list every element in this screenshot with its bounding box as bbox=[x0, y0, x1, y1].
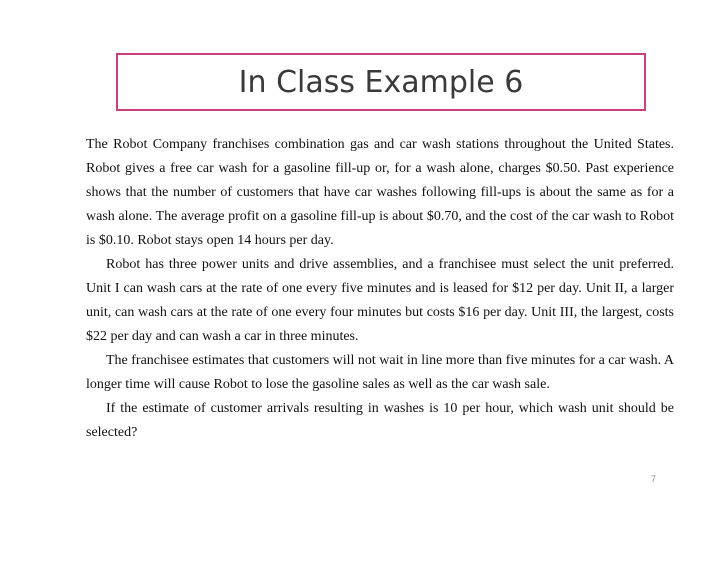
page-number: 7 bbox=[651, 474, 657, 484]
paragraph-2: Robot has three power units and drive assemblies, and a franchisee must select the unit preferred. Unit I can wash cars at the rate of one every five minutes and is leased for $12 per day. Unit II, a larger unit, can wash cars at the rate of one every four minutes but costs $16 per day. Unit III, the largest, costs $22 per day and can wash a car in three minutes. bbox=[86, 257, 674, 344]
paragraph-1: The Robot Company franchises combination gas and car wash stations throughout the United States. Robot gives a free car wash for a gasoline fill-up or, for a wash alone, charges $0.50. Past experience shows that the number of customers that have car washes following fill-ups is about the same as for a wash alone. The average profit on a gasoline fill-up is about $0.70, and the cost of the car wash to Robot is $0.10. Robot stays open 14 hours per day. bbox=[86, 137, 674, 248]
paragraph-4: If the estimate of customer arrivals resulting in washes is 10 per hour, which wash unit should be selected? bbox=[86, 401, 674, 440]
paragraph-3: The franchisee estimates that customers will not wait in line more than five minutes for a car wash. A longer time will cause Robot to lose the gasoline sales as well as the car wash sale. bbox=[86, 353, 674, 392]
slide-title: In Class Example 6 bbox=[238, 64, 524, 100]
title-box bbox=[116, 53, 646, 111]
problem-text bbox=[86, 133, 674, 445]
